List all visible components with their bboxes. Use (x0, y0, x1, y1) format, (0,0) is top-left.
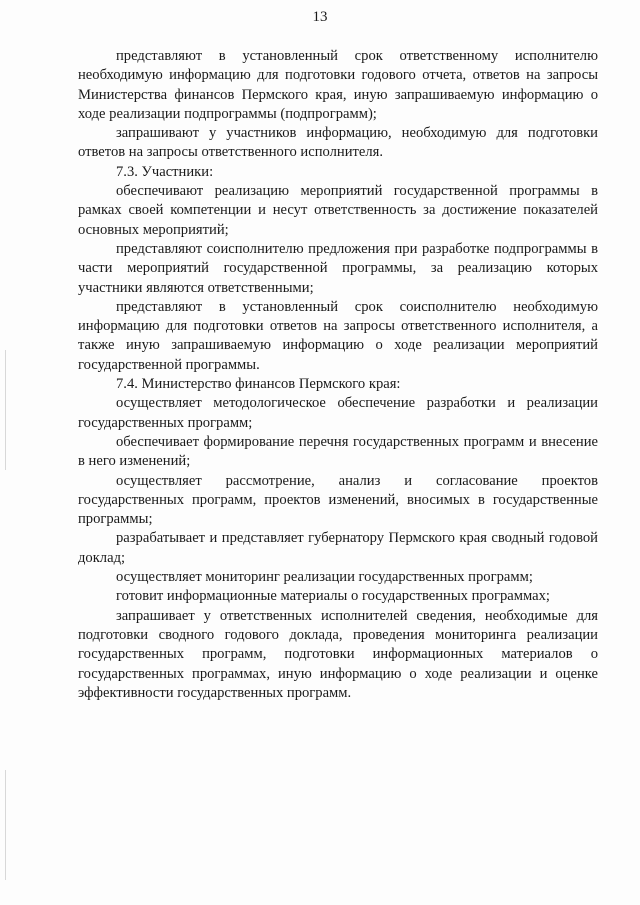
section-heading-7-3: 7.3. Участники: (116, 163, 214, 180)
page-number: 13 (312, 9, 328, 25)
paragraph: обеспечивают реализацию мероприятий государственной программы в рамках своей компетенции и несут ответственность за достижение показателей основных мероприятий; (78, 183, 598, 238)
paragraph: осуществляет методологическое обеспечение разработки и реализации государственных программ; (78, 395, 598, 431)
paragraph: представляют в установленный срок соисполнителю необходимую информацию для подготовки ответов на запросы ответственного исполнителя, а также иную запрашиваемую информацию о ходе реализации мероприятий государственной программы. (78, 298, 598, 373)
scan-edge-line-lower (5, 770, 6, 880)
paragraph: запрашивает у ответственных исполнителей сведения, необходимые для подготовки сводного годового доклада, проведения мониторинга реализации государственных программ, подготовки информационных материалов о государственных программах, иную информацию о ходе реализации и оценке эффективности государственных программ. (78, 607, 598, 701)
section-heading-7-4: 7.4. Министерство финансов Пермского края: (116, 376, 401, 393)
paragraph: представляют в установленный срок ответственному исполнителю необходимую информацию для подготовки годового отчета, ответов на запросы Министерства финансов Пермского края, иную запрашиваемую информацию о ходе реализации подпрограммы (подпрограмм); (78, 48, 598, 122)
paragraph: готовит информационные материалы о государственных программах; (116, 588, 550, 605)
document-body (78, 47, 598, 703)
paragraph: осуществляет мониторинг реализации государственных программ; (116, 569, 533, 586)
paragraph: обеспечивает формирование перечня государственных программ и внесение в него изменений; (78, 433, 598, 470)
paragraph: представляют соисполнителю предложения при разработке подпрограммы в части мероприятий государственной программы, за реализацию которых участники являются ответственными; (78, 240, 598, 296)
paragraph: осуществляет рассмотрение, анализ и согласование проектов государственных программ, проектов изменений, вносимых в государственные программы; (78, 472, 598, 528)
scan-edge-line (5, 350, 6, 470)
paragraph: запрашивают у участников информацию, необходимую для подготовки ответов на запросы ответственного исполнителя. (78, 125, 598, 161)
paragraph: разрабатывает и представляет губернатору Пермского края сводный годовой доклад; (78, 530, 598, 566)
